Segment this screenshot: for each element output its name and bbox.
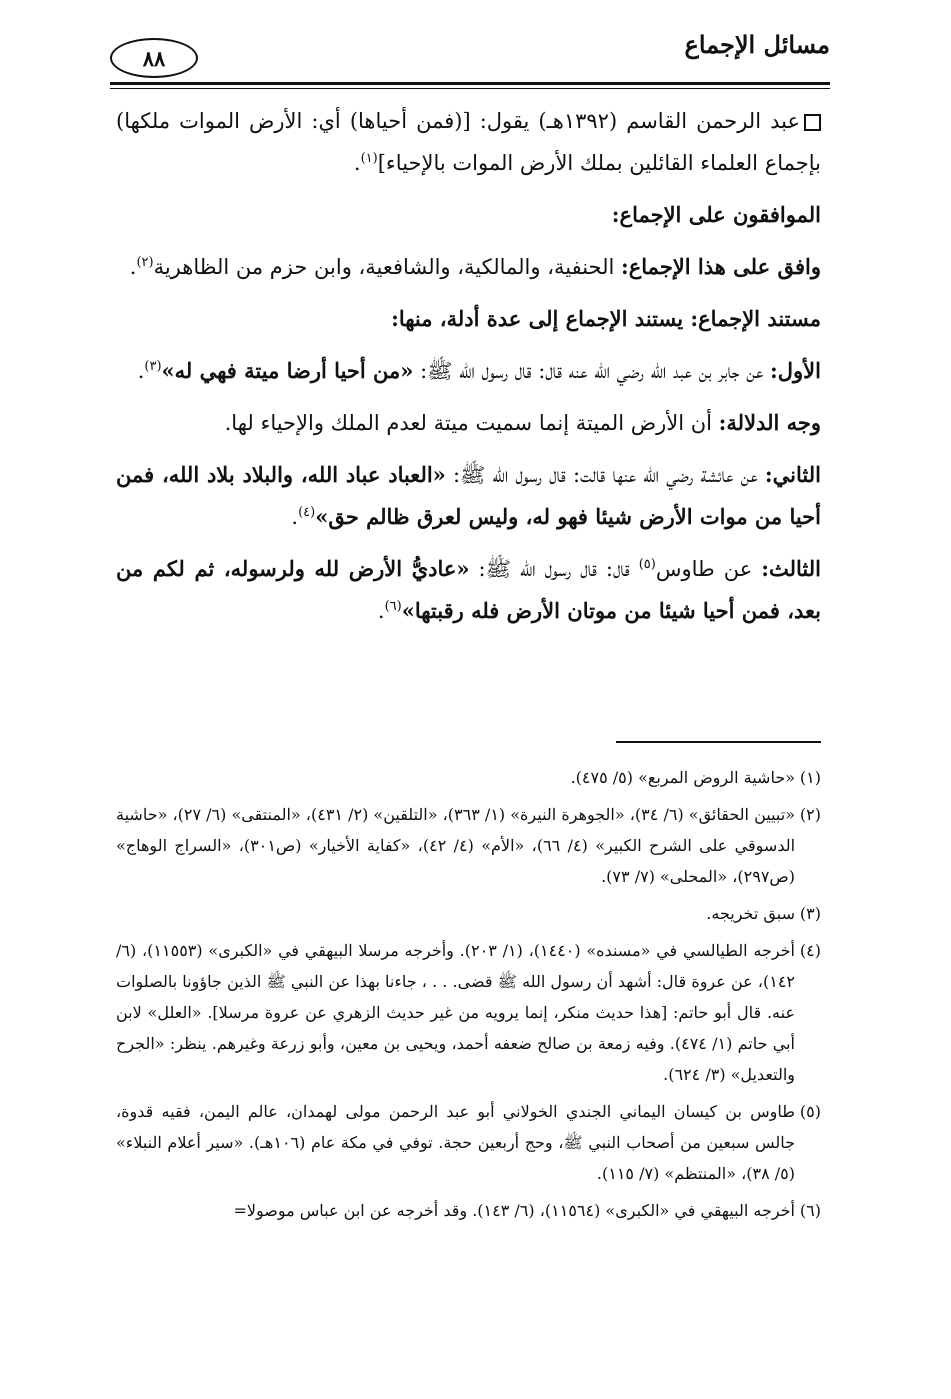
hadith-quote: «العباد عباد الله، والبلاد بلاد الله، فمن أحيا من موات الأرض شيئا فهو له، وليس لعرق ظالم حق» — [116, 462, 821, 529]
hadith-quote: «من أحيا أرضا ميتة فهي له» — [161, 358, 414, 383]
evidence-inference: وجه الدلالة: أن الأرض الميتة إنما سميت ميتة لعدم الملك والإحياء لها. — [224, 410, 821, 435]
square-bullet-icon — [804, 114, 821, 131]
footnote-item: (٦) أخرجه البيهقي في «الكبرى» (١١٥٦٤)، (٦/ ١٤٣). وقد أخرجه عن ابن عباس موصولا= — [233, 1201, 821, 1220]
paragraph-agreeing: وافق على هذا الإجماع: الحنفية، والمالكية، والشافعية، وابن حزم من الظاهرية$^{(٢)}$. — [129, 254, 821, 279]
header-rule-thin — [110, 88, 830, 89]
header-rule-thick — [110, 82, 830, 85]
footnote-ref: (٤) — [298, 505, 316, 520]
footnote-item: (١) «حاشية الروض المربع» (٥/ ٤٧٥). — [570, 768, 821, 787]
book-title: مسائل الإجماع — [684, 30, 830, 59]
footnote-separator — [616, 741, 821, 743]
footnote-ref: (٣) — [144, 359, 162, 374]
section-heading-agreeing: الموافقون على الإجماع: — [611, 202, 821, 227]
footnote-ref: (١) — [360, 151, 378, 166]
page-header — [110, 22, 830, 82]
footnote-ref: (٥) — [638, 557, 656, 572]
evidence-first: الأول: عن جابر بن عبد الله رضي الله عنه قال: قال رسول الله ﷺ: «من أحيا أرضا ميتة فهي له»$^{(٣)}$. — [137, 358, 821, 383]
evidence-third: الثالث: عن طاوس$^{(٥)}$ قال: قال رسول الله ﷺ: «عاديُّ الأرض لله ولرسوله، ثم لكم من بعد، فمن أحيا شيئا من موتان الأرض فله رقبتها»$^{(٦)}$. — [116, 556, 821, 623]
paragraph-1: عبد الرحمن القاسم (١٣٩٢هـ) يقول: [(فمن أحياها) أي: الأرض الموات ملكها) بإجماع العلماء القائلين بملك الأرض الموات بالإحياء]$^{(١)}$. — [116, 109, 821, 175]
footnote-ref: (٦) — [384, 599, 402, 614]
footnote-item: (٢) «تبيين الحقائق» (٦/ ٣٤)، «الجوهرة النيرة» (١/ ٣٦٣)، «التلقين» (٢/ ٤٣١)، «المنتقى» (٦/ ٢٧)، «حاشية الدسوقي على الشرح الكبير» (٤/ ٦٦)، «الأم» (٤/ ٤٢)، «كفاية الأخيار» (ص٣٠١)، «السراج الوهاج» (ص٢٩٧)، «المحلى» (٧/ ٧٣). — [116, 805, 821, 886]
footnote-item: (٤) أخرجه الطيالسي في «مسنده» (١٤٤٠)، (١/ ٢٠٣). وأخرجه مرسلا البيهقي في «الكبرى» (١١٥٥٣)، (٦/ ١٤٢)، عن عروة قال: أشهد أن رسول الله ﷺ قضى. . . ، جاءنا بهذا عن النبي ﷺ الذين جاؤونا بالصلوات عنه. قال أبو حاتم: [هذا حديث منكر، إنما يرويه من غير حديث الزهري عن عروة مرسلا]. «العلل» لابن أبي حاتم (١/ ٤٧٤). وفيه زمعة بن صالح ضعفه أحمد، ويحيى بن معين، وأبو زرعة وغيرهم. ينظر: «الجرح والتعديل» (٣/ ٦٢٤). — [116, 941, 821, 1084]
evidence-second: الثاني: عن عائشة رضي الله عنها قالت: قال رسول الله ﷺ: «العباد عباد الله، والبلاد بلاد الله، فمن أحيا من موات الأرض شيئا فهو له، وليس لعرق ظالم حق»$^{(٤)}$. — [116, 462, 821, 529]
footnote-item: (٣) سبق تخريجه. — [706, 904, 821, 923]
section-heading-evidence: مستند الإجماع: يستند الإجماع إلى عدة أدلة، منها: — [391, 306, 821, 331]
footnote-item: (٥) طاوس بن كيسان اليماني الجندي الخولاني أبو عبد الرحمن مولى لهمدان، عالم اليمن، فقيه قدوة، جالس سبعين من أصحاب النبي ﷺ، وحج أربعين حجة. توفي في مكة عام (١٠٦هـ). «سير أعلام النبلاء» (٥/ ٣٨)، «المنتظم» (٧/ ١١٥). — [116, 1102, 821, 1183]
footnote-ref: (٢) — [136, 255, 154, 270]
footnotes — [116, 762, 821, 1232]
page-number: ٨٨ — [110, 38, 198, 78]
hadith-quote: «عاديُّ الأرض لله ولرسوله، ثم لكم من بعد، فمن أحيا شيئا من موتان الأرض فله رقبتها» — [116, 556, 821, 623]
main-text — [116, 100, 821, 642]
